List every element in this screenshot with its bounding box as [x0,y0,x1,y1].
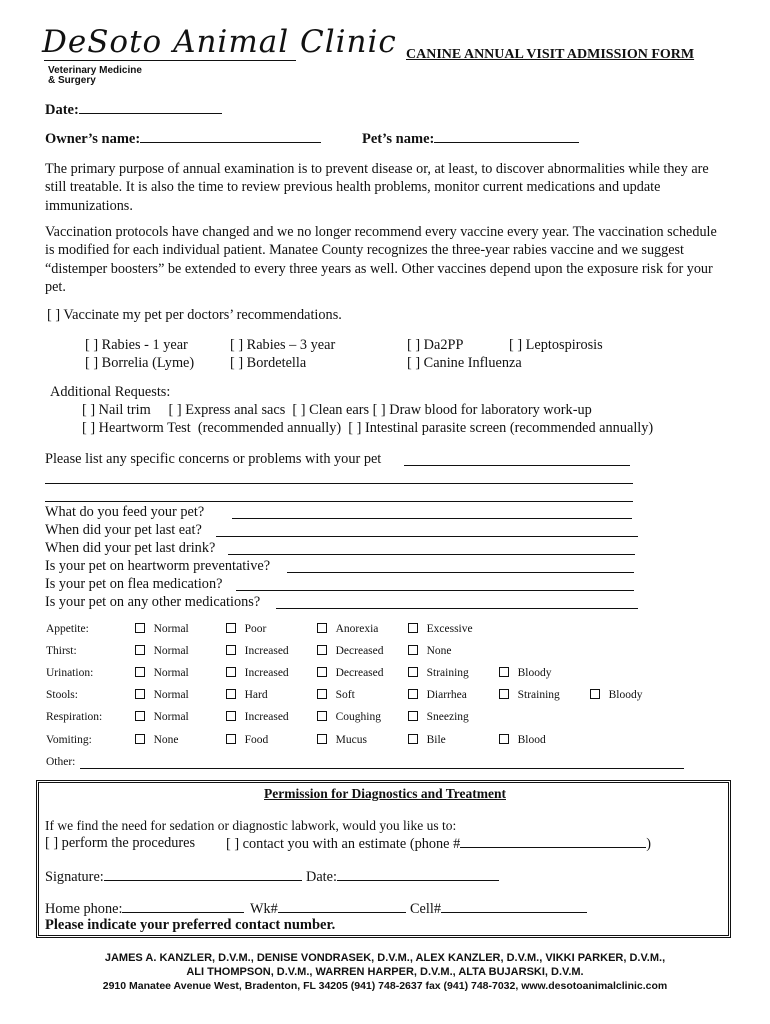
bordetella-checkbox[interactable]: [ ] Bordetella [230,355,307,371]
date-field[interactable] [45,101,222,119]
option-label: Soft [335,689,355,701]
option-label: Normal [153,711,189,723]
logo-subtitle-line1: Veterinary Medicine [48,65,142,76]
checkbox-icon [317,623,327,633]
leptospirosis-checkbox[interactable]: [ ] Leptospirosis [509,337,603,353]
last-eat-answer-line[interactable] [216,536,638,537]
owner-name-label: Owner’s name: [45,131,141,147]
work-phone-field[interactable] [250,900,406,918]
other-symptoms-label: Other: [46,756,76,768]
concerns-line-2[interactable] [45,483,633,484]
checkbox-icon [226,623,236,633]
option-label: Hard [244,689,268,701]
option-label: Increased [244,711,289,723]
additional-requests-label: Additional Requests: [50,384,171,400]
checkbox-icon [135,623,145,633]
stools-straining-option[interactable] [499,689,560,701]
appetite-poor-option[interactable] [226,623,266,635]
checkbox-icon [226,689,236,699]
cell-phone-field[interactable] [410,900,587,918]
thirst-increased-option[interactable] [226,645,289,657]
option-label: Normal [153,645,189,657]
thirst-label: Thirst: [46,645,77,657]
respiration-coughing-option[interactable] [317,711,381,723]
checkbox-icon [135,667,145,677]
stools-soft-option[interactable] [317,689,355,701]
other-symptoms-line[interactable] [80,768,684,769]
pet-name-label: Pet’s name: [362,131,435,147]
vaccine-paragraph: Vaccination protocols have changed and we no longer recommend every vaccine every year. The vaccination schedule is modified for each individual patient. Manatee County recognizes the three-year rabies vaccine and we suggest “distemper boosters” be extended to every three years as well. Other vaccines depend upon the exposure risk for your pet. [45,224,717,295]
appetite-label: Appetite: [46,623,89,635]
flea-answer-line[interactable] [236,590,634,591]
permission-date-label: Date: [306,869,337,885]
last-eat-question: When did your pet last eat? [45,522,202,538]
checkbox-icon [317,667,327,677]
option-label: Normal [153,667,189,679]
vaccinate-recommendation-checkbox[interactable]: [ ] Vaccinate my pet per doctors’ recommendations. [47,307,342,323]
respiration-increased-option[interactable] [226,711,289,723]
permission-question: If we find the need for sedation or diagnostic labwork, would you like us to: [45,818,457,833]
clinic-logo: DeSoto Animal Clinic [42,24,397,60]
close-paren: ) [646,836,652,852]
vomiting-mucus-option[interactable] [317,734,367,746]
checkbox-icon [499,689,509,699]
appetite-normal-option[interactable] [135,623,189,635]
vomiting-none-option[interactable] [135,734,179,746]
option-label: Food [244,734,269,746]
home-phone-line[interactable] [122,900,244,913]
checkbox-icon [135,645,145,655]
pet-name-line[interactable] [434,130,579,143]
cell-phone-line[interactable] [441,900,587,913]
respiration-normal-option[interactable] [135,711,189,723]
home-phone-field[interactable] [45,900,244,918]
thirst-normal-option[interactable] [135,645,189,657]
vomiting-food-option[interactable] [226,734,268,746]
feed-question: What do you feed your pet? [45,504,205,520]
additional-requests-line2[interactable]: [ ] Heartworm Test (recommended annually) [ ] Intestinal parasite screen (recommended annually) [82,420,654,436]
intro-paragraph: The primary purpose of annual examination is to prevent disease or, at least, to discover abnormalities while they are still treatable. It is also the time to review previous health problems, monitor current medications and update immunizations. [45,161,709,214]
option-label: Bloody [608,689,643,701]
rabies-1-year-checkbox[interactable]: [ ] Rabies - 1 year [85,337,188,353]
contact-estimate-checkbox[interactable] [226,835,651,853]
checkbox-icon [317,645,327,655]
rabies-3-year-checkbox[interactable]: [ ] Rabies – 3 year [230,337,336,353]
vomiting-blood-option[interactable] [499,734,546,746]
option-label: Decreased [335,667,384,679]
option-label: None [426,645,452,657]
urination-bloody-option[interactable] [499,667,552,679]
checkbox-icon [317,689,327,699]
concerns-question: Please list any specific concerns or problems with your pet [45,451,382,467]
option-label: Increased [244,645,289,657]
appetite-excessive-option[interactable] [408,623,473,635]
option-label: Diarrhea [426,689,467,701]
checkbox-icon [499,667,509,677]
checkbox-icon [226,711,236,721]
canine-influenza-checkbox[interactable]: [ ] Canine Influenza [407,355,522,371]
checkbox-icon [408,689,418,699]
owner-name-line[interactable] [140,130,321,143]
option-label: Mucus [335,734,367,746]
checkbox-icon [408,711,418,721]
additional-requests-line1[interactable]: [ ] Nail trim [ ] Express anal sacs [ ] Clean ears [ ] Draw blood for laboratory work-up [82,402,592,418]
checkbox-icon [135,711,145,721]
feed-answer-line[interactable] [232,518,632,519]
signature-label: Signature: [45,869,104,885]
estimate-phone-line[interactable] [460,835,646,848]
checkbox-icon [408,645,418,655]
option-label: Coughing [335,711,381,723]
work-phone-line[interactable] [278,900,406,913]
logo-subtitle [48,66,142,86]
option-label: Normal [153,689,189,701]
last-drink-answer-line[interactable] [228,554,635,555]
other-meds-question: Is your pet on any other medications? [45,594,261,610]
checkbox-icon [499,734,509,744]
thirst-none-option[interactable] [408,645,452,657]
checkbox-icon [408,667,418,677]
form-title: CANINE ANNUAL VISIT ADMISSION FORM [406,47,695,62]
logo-underline [44,60,296,61]
appetite-anorexia-option[interactable] [317,623,378,635]
permission-date-line[interactable] [337,868,499,881]
checkbox-icon [317,711,327,721]
option-label: Sneezing [426,711,469,723]
doctors-line-1: JAMES A. KANZLER, D.V.M., DENISE VONDRASEK, D.V.M., ALEX KANZLER, D.V.M., VIKKI PARKER, D.V.M., [104,952,666,964]
respiration-label: Respiration: [46,711,103,723]
urination-increased-option[interactable] [226,667,289,679]
urination-straining-option[interactable] [408,667,469,679]
option-label: Excessive [426,623,473,635]
flea-question: Is your pet on flea medication? [45,576,223,592]
preferred-contact-note: Please indicate your preferred contact number. [45,917,336,933]
clinic-address: 2910 Manatee Avenue West, Bradenton, FL 34205 (941) 748-2637 fax (941) 748-7032, www.desotoanimalclinic.com [102,980,668,992]
work-phone-label: Wk# [250,901,278,917]
option-label: Decreased [335,645,384,657]
home-phone-label: Home phone: [45,901,123,917]
permission-title: Permission for Diagnostics and Treatment [264,786,506,801]
pet-name-field[interactable] [362,130,579,148]
option-label: Blood [517,734,546,746]
option-label: Poor [244,623,267,635]
date-line[interactable] [79,101,222,114]
stools-normal-option[interactable] [135,689,189,701]
checkbox-icon [590,689,600,699]
other-meds-answer-line[interactable] [276,608,638,609]
option-label: Bloody [517,667,552,679]
checkbox-icon [408,623,418,633]
permission-date-field[interactable] [306,868,499,886]
stools-diarrhea-option[interactable] [408,689,467,701]
urination-decreased-option[interactable] [317,667,384,679]
checkbox-icon [317,734,327,744]
concerns-line-1[interactable] [404,465,630,466]
da2pp-checkbox[interactable]: [ ] Da2PP [407,337,464,353]
concerns-line-3[interactable] [45,501,633,502]
option-label: Anorexia [335,623,379,635]
urination-label: Urination: [46,667,94,679]
checkbox-icon [226,734,236,744]
option-label: Straining [426,667,469,679]
stools-bloody-option[interactable] [590,689,643,701]
signature-field[interactable] [45,868,302,886]
heartworm-answer-line[interactable] [287,572,634,573]
date-label: Date: [45,102,79,118]
checkbox-icon [408,734,418,744]
cell-phone-label: Cell# [410,901,441,917]
heartworm-question: Is your pet on heartworm preventative? [45,558,271,574]
owner-name-field[interactable] [45,130,321,148]
checkbox-icon [135,689,145,699]
checkbox-icon [226,645,236,655]
thirst-decreased-option[interactable] [317,645,384,657]
stools-hard-option[interactable] [226,689,268,701]
option-label: Bile [426,734,446,746]
option-label: Normal [153,623,189,635]
option-label: Straining [517,689,560,701]
respiration-sneezing-option[interactable] [408,711,469,723]
option-label: None [153,734,179,746]
logo-subtitle-line2: & Surgery [48,75,96,86]
option-label: Increased [244,667,289,679]
contact-estimate-label: [ ] contact you with an estimate (phone # [226,836,461,852]
vomiting-label: Vomiting: [46,734,92,746]
vomiting-bile-option[interactable] [408,734,446,746]
checkbox-icon [135,734,145,744]
signature-line[interactable] [104,868,302,881]
borrelia-checkbox[interactable]: [ ] Borrelia (Lyme) [85,355,195,371]
doctors-line-2: ALI THOMPSON, D.V.M., WARREN HARPER, D.V.M., ALTA BUJARSKI, D.V.M. [186,966,584,978]
urination-normal-option[interactable] [135,667,189,679]
stools-label: Stools: [46,689,78,701]
checkbox-icon [226,667,236,677]
perform-procedures-checkbox[interactable]: [ ] perform the procedures [45,835,196,851]
last-drink-question: When did your pet last drink? [45,540,216,556]
